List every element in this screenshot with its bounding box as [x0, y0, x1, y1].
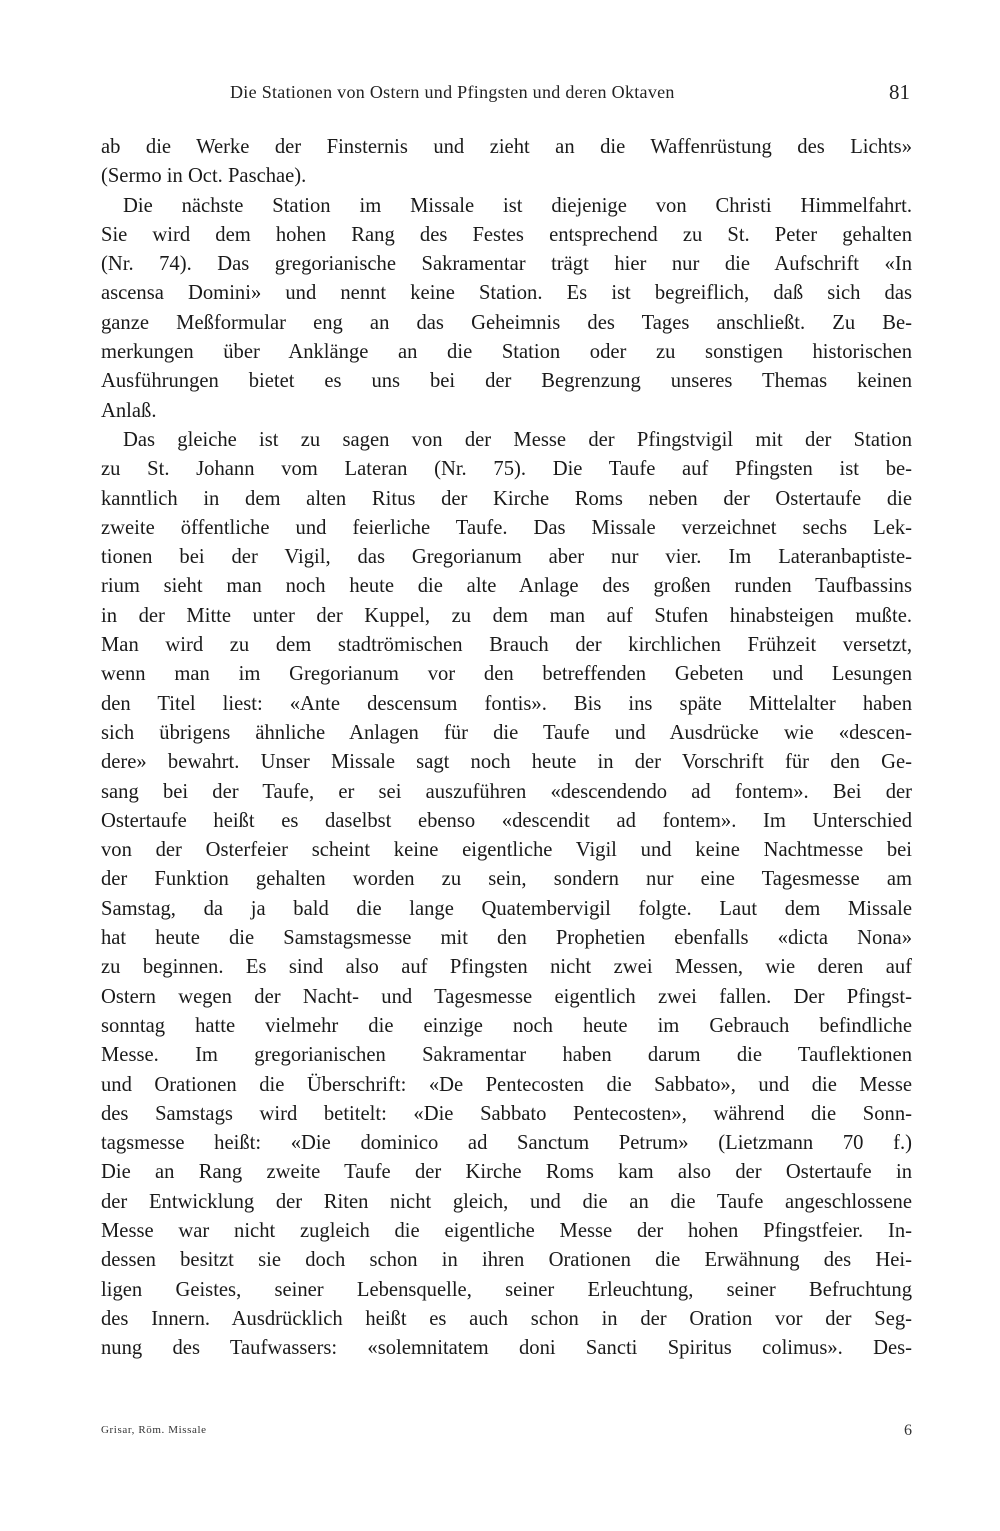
text-line: Sie wird dem hohen Rang des Festes entsprechend zu St. Peter gehalten: [101, 223, 912, 246]
text-line: nung des Taufwassers: «solemnitatem doni Sancti Spiritus colimus». Des-: [101, 1337, 912, 1360]
text-line: der Entwicklung der Riten nicht gleich, und die an die Taufe angeschlossene: [101, 1190, 912, 1213]
text-line: Ausführungen bietet es uns bei der Begrenzung unseres Themas keinen: [101, 370, 912, 393]
text-line: ligen Geistes, seiner Lebensquelle, seiner Erleuchtung, seiner Befruchtung: [101, 1278, 912, 1301]
text-line: dessen besitzt sie doch schon in ihren Orationen die Erwähnung des Hei-: [101, 1249, 912, 1272]
text-line: sang bei der Taufe, er sei auszuführen «descendendo ad fontem». Bei der: [101, 780, 912, 803]
text-line: hat heute die Samstagsmesse mit den Prophetien ebenfalls «dicta Nona»: [101, 927, 912, 950]
text-line: (Nr. 74). Das gregorianische Sakramentar trägt hier nur die Aufschrift «In: [101, 253, 912, 276]
text-line: von der Osterfeier scheint keine eigentliche Vigil und keine Nachtmesse bei: [101, 839, 912, 862]
text-line: (Sermo in Oct. Paschae).: [101, 165, 307, 188]
page-number: 81: [889, 80, 910, 104]
text-line: und Orationen die Überschrift: «De Pentecosten die Sabbato», und die Messe: [101, 1073, 912, 1096]
printer-signature: Grisar, Röm. Missale: [101, 1424, 207, 1436]
page-footer: [101, 1424, 912, 1444]
text-line: den Titel liest: «Ante descensum fontis». Bis ins späte Mittelalter haben: [101, 692, 912, 715]
running-title: Die Stationen von Ostern und Pfingsten und deren Oktaven: [230, 82, 675, 102]
text-line: Die an Rang zweite Taufe der Kirche Roms kam also der Ostertaufe in: [101, 1161, 912, 1184]
text-line: der Funktion gehalten worden zu sein, sondern nur eine Tagesmesse am: [101, 868, 912, 891]
text-line: merkungen über Anklänge an die Station oder zu sonstigen historischen: [101, 341, 912, 364]
sheet-number: 6: [904, 1422, 912, 1439]
text-line: Ostertaufe heißt es daselbst ebenso «descendit ad fontem». Im Unterschied: [101, 809, 912, 832]
body-text: [101, 133, 912, 1363]
text-line: zu St. Johann vom Lateran (Nr. 75). Die Taufe auf Pfingsten ist be-: [101, 458, 912, 481]
text-line: dere» bewahrt. Unser Missale sagt noch heute in der Vorschrift für den Ge-: [101, 751, 912, 774]
text-line: zweite öffentliche und feierliche Taufe. Das Missale verzeichnet sechs Lek-: [101, 516, 912, 539]
text-line: Messe. Im gregorianischen Sakramentar haben darum die Tauflektionen: [101, 1044, 912, 1067]
running-head: [100, 82, 910, 108]
text-line: zu beginnen. Es sind also auf Pfingsten nicht zwei Messen, wie deren auf: [101, 956, 912, 979]
text-line: Das gleiche ist zu sagen von der Messe der Pfingstvigil mit der Station: [123, 428, 912, 451]
text-line: wenn man im Gregorianum vor den betreffenden Gebeten und Lesungen: [101, 663, 912, 686]
text-line: ganze Meßformular eng an das Geheimnis des Tages anschließt. Zu Be-: [101, 311, 912, 334]
text-line: tagsmesse heißt: «Die dominico ad Sanctum Petrum» (Lietzmann 70 f.): [101, 1132, 912, 1155]
text-line: kanntlich in dem alten Ritus der Kirche Roms neben der Ostertaufe die: [101, 487, 912, 510]
text-line: Man wird zu dem stadtrömischen Brauch der kirchlichen Frühzeit versetzt,: [101, 634, 912, 657]
text-line: rium sieht man noch heute die alte Anlage des großen runden Taufbassins: [101, 575, 912, 598]
text-line: sich übrigens ähnliche Anlagen für die Taufe und Ausdrücke wie «descen-: [101, 721, 912, 744]
text-line: tionen bei der Vigil, das Gregorianum aber nur vier. Im Lateranbaptiste-: [101, 546, 912, 569]
text-line: Anlaß.: [101, 399, 157, 422]
text-line: ascensa Domini» und nennt keine Station. Es ist begreiflich, daß sich das: [101, 282, 912, 305]
text-line: Samstag, da ja bald die lange Quatembervigil folgte. Laut dem Missale: [101, 897, 912, 920]
text-line: ab die Werke der Finsternis und zieht an die Waffenrüstung des Lichts»: [101, 136, 912, 158]
text-line: des Innern. Ausdrücklich heißt es auch schon in der Oration vor der Seg-: [101, 1307, 912, 1330]
text-line: Die nächste Station im Missale ist diejenige von Christi Himmelfahrt.: [123, 194, 912, 217]
text-line: in der Mitte unter der Kuppel, zu dem man auf Stufen hinabsteigen mußte.: [101, 604, 912, 627]
text-line: des Samstags wird betitelt: «Die Sabbato Pentecosten», während die Sonn-: [101, 1102, 912, 1125]
text-line: sonntag hatte vielmehr die einzige noch heute im Gebrauch befindliche: [101, 1014, 912, 1037]
text-line: Messe war nicht zugleich die eigentliche Messe der hohen Pfingstfeier. In-: [101, 1219, 912, 1242]
text-line: Ostern wegen der Nacht- und Tagesmesse eigentlich zwei fallen. Der Pfingst-: [101, 985, 912, 1008]
